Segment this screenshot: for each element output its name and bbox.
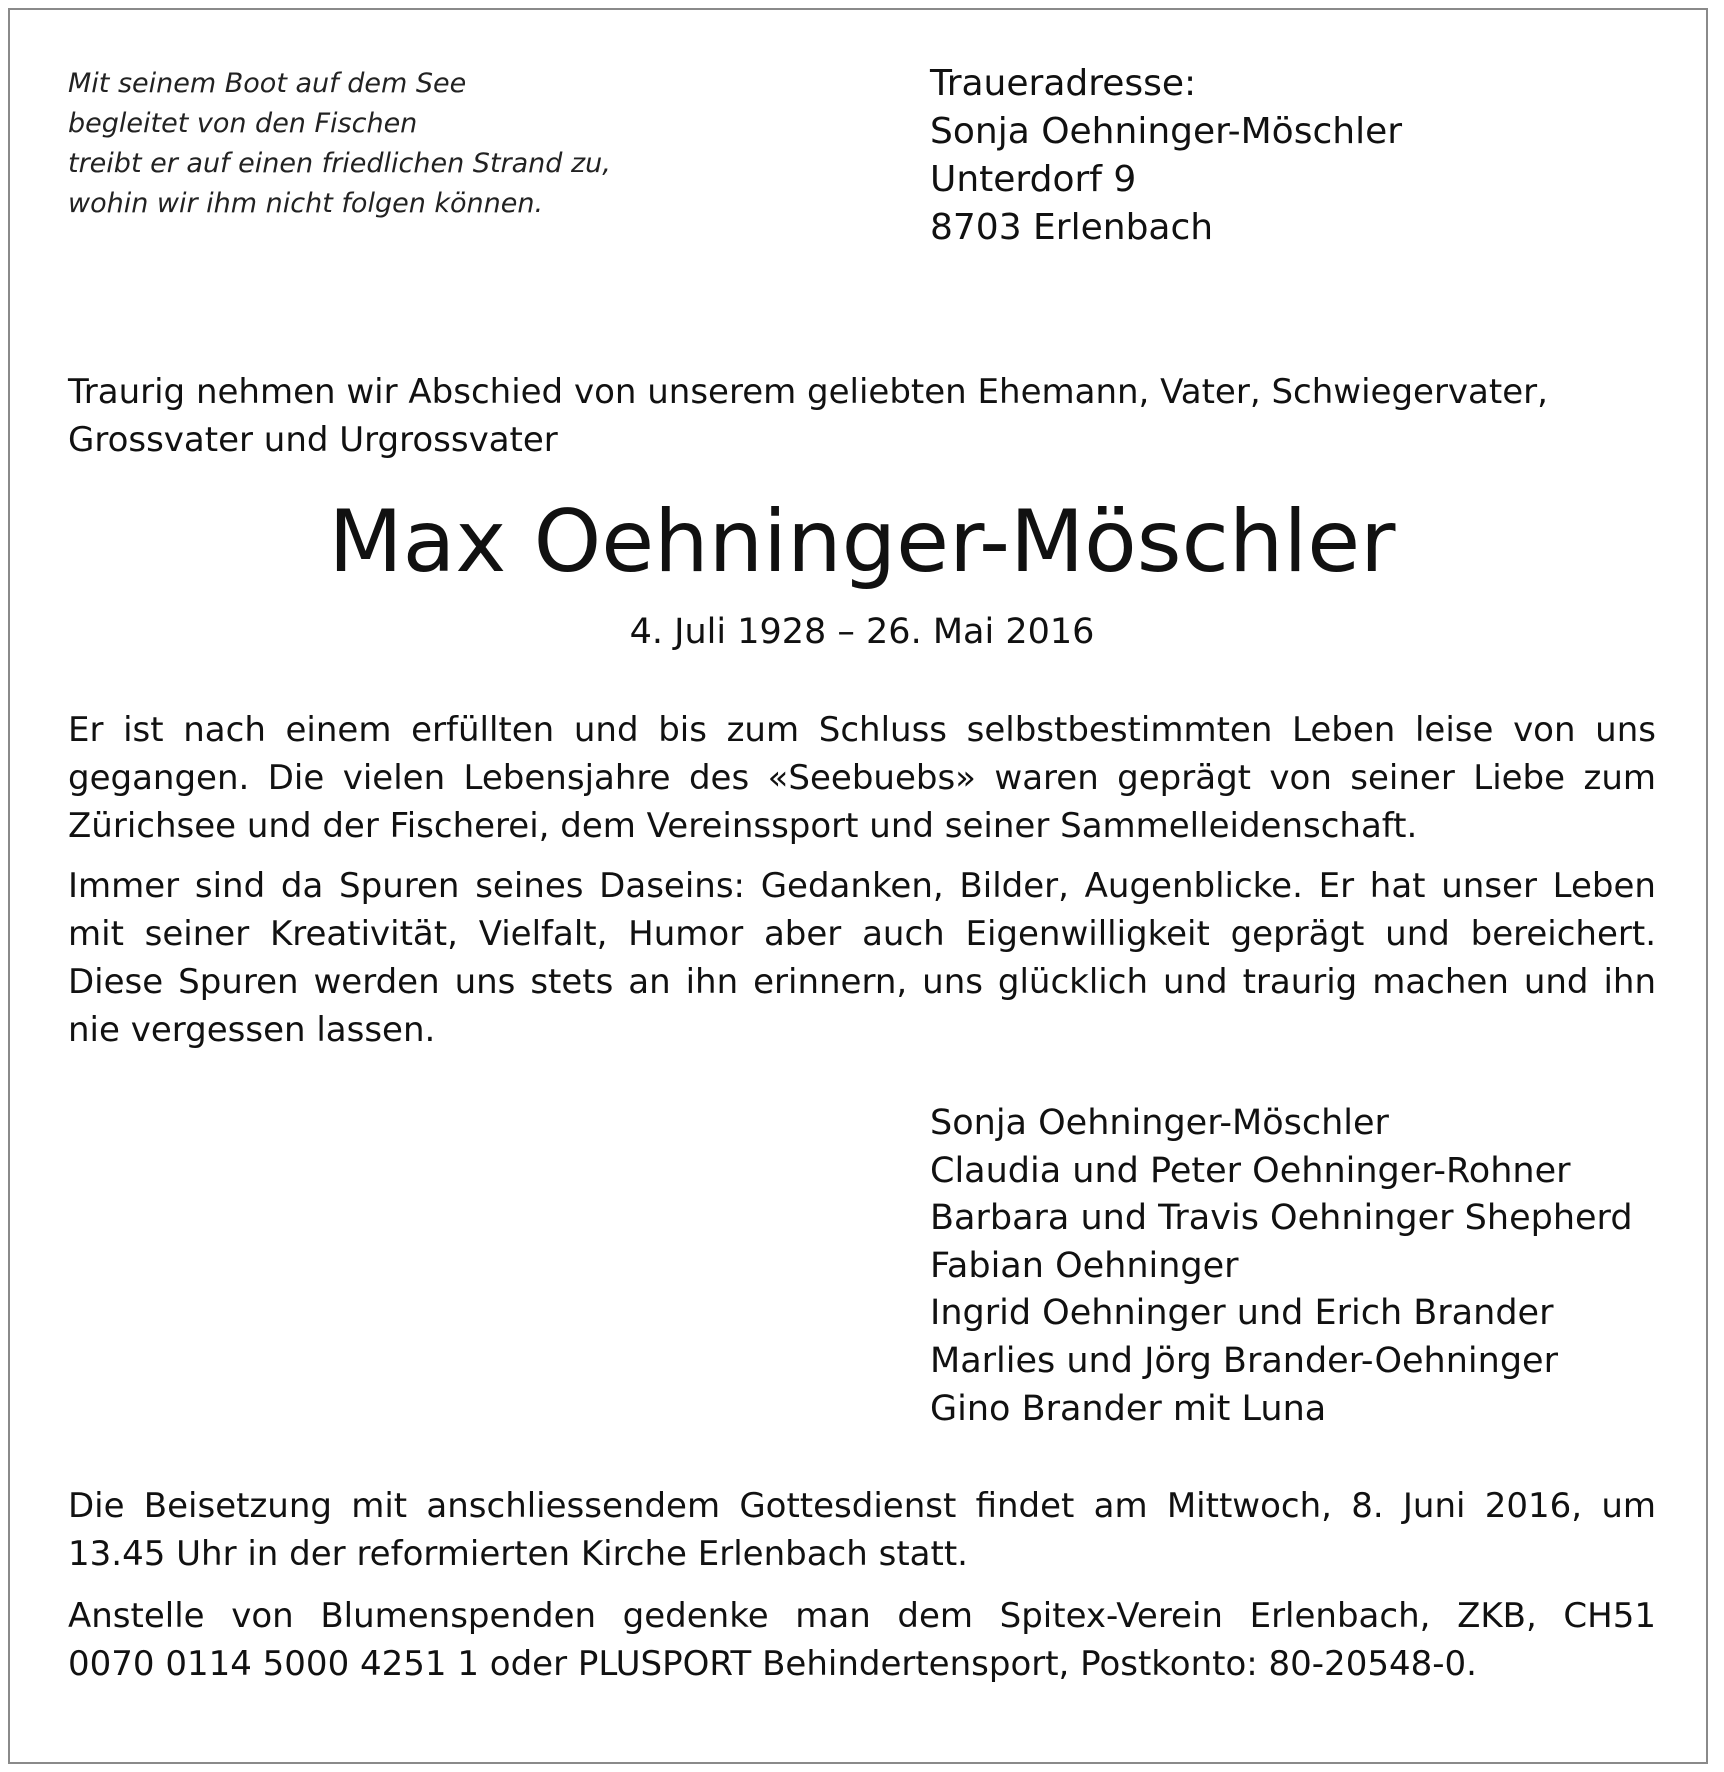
paragraph-line: 13.45 Uhr in der reformierten Kirche Erlenbach statt.: [68, 1534, 968, 1574]
paragraph-life: [68, 706, 1656, 850]
paragraph-line: 0070 0114 5000 4251 1 oder PLUSPORT Behindertensport, Postkonto: 80-20548-0.: [68, 1644, 1477, 1684]
motto-line: begleitet von den Fischen: [68, 108, 418, 139]
mourner-name: Claudia und Peter Oehninger-Rohner: [930, 1150, 1571, 1191]
intro-line: Traurig nehmen wir Abschied von unserem geliebten Ehemann, Vater, Schwiegervater,: [68, 372, 1548, 412]
motto-verse: [68, 64, 768, 224]
mourner-name: Fabian Oehninger: [930, 1245, 1239, 1286]
mourning-address: [930, 60, 1670, 252]
address-city: 8703 Erlenbach: [930, 207, 1214, 248]
paragraph-line: Er ist nach einem erfüllten und bis zum Schluss selbstbestimmten Leben leise von uns: [68, 710, 1656, 750]
deceased-name: Max Oehninger-Möschler: [328, 492, 1396, 592]
paragraph-line: Diese Spuren werden uns stets an ihn erinnern, uns glücklich und traurig machen und ihn: [68, 962, 1656, 1002]
mourner-name: Barbara und Travis Oehninger Shepherd: [930, 1198, 1633, 1239]
paragraph-donations: [68, 1592, 1656, 1688]
paragraph-line: mit seiner Kreativität, Vielfalt, Humor aber auch Eigenwilligkeit geprägt und bereichert.: [68, 914, 1656, 954]
paragraph-line: Zürichsee und der Fischerei, dem Vereinssport und seiner Sammelleidenschaft.: [68, 806, 1418, 846]
mourner-name: Ingrid Oehninger und Erich Brander: [930, 1293, 1554, 1334]
paragraph-line: nie vergessen lassen.: [68, 1010, 436, 1050]
mourner-name: Gino Brander mit Luna: [930, 1388, 1327, 1429]
motto-line: wohin wir ihm nicht folgen können.: [68, 188, 544, 219]
intro-line: Grossvater und Urgrossvater: [68, 420, 558, 460]
paragraph-line: Immer sind da Spuren seines Daseins: Gedanken, Bilder, Augenblicke. Er hat unser Leben: [68, 866, 1656, 906]
mourner-name: Marlies und Jörg Brander-Oehninger: [930, 1340, 1558, 1381]
mourner-name: Sonja Oehninger-Möschler: [930, 1103, 1389, 1143]
motto-line: Mit seinem Boot auf dem See: [68, 68, 467, 99]
address-label: Traueradresse:: [930, 63, 1197, 104]
life-dates: 4. Juli 1928 – 26. Mai 2016: [629, 612, 1095, 652]
address-street: Unterdorf 9: [930, 159, 1137, 200]
paragraph-line: Anstelle von Blumenspenden gedenke man dem Spitex-Verein Erlenbach, ZKB, CH51: [68, 1596, 1656, 1636]
motto-line: treibt er auf einen friedlichen Strand zu,: [68, 148, 611, 179]
paragraph-memory: [68, 862, 1656, 1054]
intro-text: [68, 368, 1668, 464]
paragraph-line: gegangen. Die vielen Lebensjahre des «Seebuebs» waren geprägt von seiner Liebe zum: [68, 758, 1656, 798]
paragraph-line: Die Beisetzung mit anschliessendem Gottesdienst findet am Mittwoch, 8. Juni 2016, um: [68, 1486, 1656, 1526]
address-name: Sonja Oehninger-Möschler: [930, 111, 1403, 152]
mourners-list: [930, 1100, 1690, 1433]
paragraph-funeral: [68, 1482, 1656, 1578]
